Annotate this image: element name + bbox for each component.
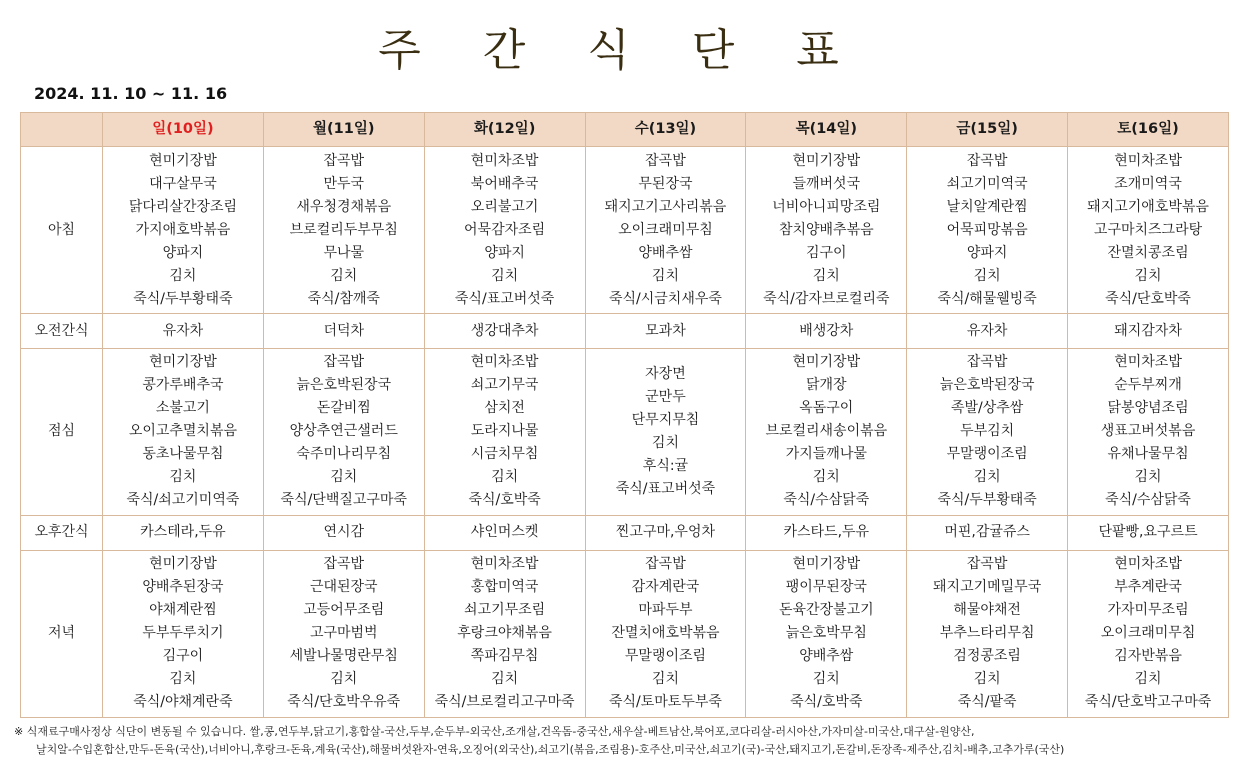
menu-item: 더덕차 <box>323 322 365 339</box>
menu-cell <box>1068 550 1229 718</box>
menu-item: 오이크래미무침 <box>1100 625 1196 642</box>
page-title: 주 간 식 단 표 <box>378 25 863 76</box>
menu-item: 돈갈비찜 <box>316 400 371 417</box>
menu-item: 죽식/두부황태죽 <box>133 290 233 307</box>
menu-item: 만두국 <box>323 175 365 192</box>
menu-item: 김치 <box>491 469 519 486</box>
menu-item: 유채나물무침 <box>1107 446 1189 463</box>
menu-item: 양배추쌈 <box>799 648 854 665</box>
menu-item: 김치 <box>1134 671 1162 688</box>
day-header: 금(15일) <box>907 113 1068 147</box>
menu-item: 소불고기 <box>155 400 210 417</box>
menu-item: 쇠고기미역국 <box>946 175 1028 192</box>
menu-item: 참치양배추볶음 <box>778 221 874 238</box>
menu-item: 현미기장밥 <box>149 556 217 573</box>
menu-item: 삼치전 <box>484 400 525 417</box>
menu-item: 양파지 <box>484 244 525 261</box>
day-header: 목(14일) <box>746 113 907 147</box>
menu-item: 오이크래미무침 <box>618 221 713 238</box>
menu-item: 브로컬리새송이볶음 <box>765 423 888 440</box>
menu-item: 대구살무국 <box>149 175 217 192</box>
menu-item: 샤인머스켓 <box>470 524 539 541</box>
menu-item: 가자미무조림 <box>1107 602 1189 619</box>
menu-item: 죽식/쇠고기미역죽 <box>126 492 240 509</box>
menu-item: 마파두부 <box>638 602 693 619</box>
menu-item: 잔멸치콩조림 <box>1107 244 1189 261</box>
menu-item: 죽식/수삼닭죽 <box>1105 492 1191 509</box>
menu-cell <box>585 147 746 314</box>
menu-item: 가지애호박볶음 <box>135 221 231 238</box>
menu-item: 날치알계란찜 <box>946 198 1028 215</box>
menu-cell <box>746 147 907 314</box>
menu-item: 북어배추국 <box>470 175 539 192</box>
menu-item: 현미기장밥 <box>792 354 861 371</box>
menu-item: 족발/상추쌈 <box>950 400 1024 417</box>
menu-item: 가지들깨나물 <box>785 446 867 463</box>
meal-label: 오후간식 <box>21 516 103 550</box>
meal-label: 오전간식 <box>21 314 103 348</box>
date-range: 2024. 11. 10 ~ 11. 16 <box>34 84 228 103</box>
meal-row <box>21 516 1229 550</box>
corner-cell <box>21 113 103 147</box>
menu-item: 현미차조밥 <box>1114 354 1182 371</box>
menu-item: 쇠고기무조림 <box>464 602 546 619</box>
menu-item: 김치 <box>651 267 679 284</box>
menu-item: 너비아니피망조림 <box>772 198 881 215</box>
menu-cell <box>746 550 907 718</box>
day-header: 화(12일) <box>424 113 585 147</box>
menu-item: 어묵피망볶음 <box>946 221 1028 238</box>
menu-cell <box>424 348 585 515</box>
menu-item: 동초나물무침 <box>142 446 224 463</box>
menu-cell <box>1068 516 1229 550</box>
menu-item: 죽식/단호박우유죽 <box>287 694 401 711</box>
menu-item: 유자차 <box>162 322 204 339</box>
menu-item: 생강대추차 <box>470 322 539 339</box>
menu-item: 돈육간장불고기 <box>778 602 874 619</box>
menu-item: 김치 <box>651 671 679 688</box>
menu-item: 죽식/표고버섯죽 <box>615 480 716 497</box>
menu-item: 잡곡밥 <box>966 556 1008 573</box>
menu-item: 현미기장밥 <box>792 556 861 573</box>
menu-cell <box>103 348 264 515</box>
menu-item: 후랑크야채볶음 <box>457 625 552 642</box>
menu-item: 김자반볶음 <box>1114 648 1182 665</box>
menu-item: 김구이 <box>162 648 204 665</box>
meal-row <box>21 348 1229 515</box>
menu-item: 단무지무침 <box>631 411 700 428</box>
day-header: 수(13일) <box>585 113 746 147</box>
menu-item: 오이고추멸치볶음 <box>128 423 238 440</box>
day-header: 토(16일) <box>1068 113 1229 147</box>
menu-item: 김치 <box>812 671 840 688</box>
menu-item: 도라지나물 <box>470 423 539 440</box>
menu-item: 해물야채전 <box>953 602 1021 619</box>
menu-item: 현미차조밥 <box>1114 556 1182 573</box>
menu-cell <box>746 348 907 515</box>
menu-table <box>20 112 1229 718</box>
menu-item: 죽식/단백질고구마죽 <box>280 492 407 509</box>
menu-item: 김치 <box>330 267 358 284</box>
menu-item: 생표고버섯볶음 <box>1100 423 1196 440</box>
menu-item: 김치 <box>973 469 1001 486</box>
menu-item: 양파지 <box>966 244 1008 261</box>
menu-item: 죽식/시금치새우죽 <box>608 290 722 307</box>
menu-item: 옥돔구이 <box>799 400 854 417</box>
menu-item: 죽식/감자브로컬리죽 <box>763 290 890 307</box>
meal-row <box>21 147 1229 314</box>
menu-item: 김치 <box>169 267 197 284</box>
meal-row <box>21 314 1229 348</box>
menu-item: 죽식/표고버섯죽 <box>454 290 555 307</box>
menu-item: 잡곡밥 <box>966 152 1008 169</box>
menu-item: 김치 <box>973 267 1001 284</box>
menu-item: 배생강차 <box>799 322 854 339</box>
day-header: 일(10일) <box>103 113 264 147</box>
menu-cell <box>103 550 264 718</box>
menu-item: 돼지고기고사리볶음 <box>604 198 727 215</box>
menu-item: 두부두루치기 <box>142 625 224 642</box>
menu-item: 닭다리살간장조림 <box>128 198 238 215</box>
menu-item: 김치 <box>651 434 679 451</box>
menu-item: 무말랭이조림 <box>946 446 1028 463</box>
menu-item: 잡곡밥 <box>966 354 1008 371</box>
menu-item: 검정콩조림 <box>953 648 1021 665</box>
menu-item: 카스테라,두유 <box>140 524 226 541</box>
menu-item: 죽식/팥죽 <box>957 694 1017 711</box>
menu-item: 김치 <box>491 671 519 688</box>
menu-item: 김치 <box>1134 267 1162 284</box>
menu-item: 현미기장밥 <box>149 354 217 371</box>
menu-item: 김치 <box>169 469 197 486</box>
menu-item: 현미차조밥 <box>470 152 539 169</box>
menu-item: 죽식/토마토두부죽 <box>608 694 722 711</box>
menu-item: 김구이 <box>806 244 847 261</box>
meal-label: 아침 <box>21 147 103 314</box>
menu-item: 김치 <box>330 671 358 688</box>
menu-item: 쇠고기무국 <box>470 377 539 394</box>
menu-item: 닭봉양념조림 <box>1107 400 1189 417</box>
menu-item: 고구마치즈그라탕 <box>1093 221 1203 238</box>
menu-cell <box>585 314 746 348</box>
menu-cell <box>263 314 424 348</box>
menu-item: 유자차 <box>966 322 1008 339</box>
menu-item: 감자계란국 <box>631 579 700 596</box>
menu-item: 잡곡밥 <box>645 556 686 573</box>
menu-item: 돼지감자차 <box>1114 322 1182 339</box>
menu-item: 브로컬리두부무침 <box>289 221 398 238</box>
menu-cell <box>263 348 424 515</box>
menu-item: 무말랭이조림 <box>624 648 707 665</box>
menu-item: 잡곡밥 <box>323 354 365 371</box>
day-header: 월(11일) <box>263 113 424 147</box>
menu-item: 현미차조밥 <box>470 354 539 371</box>
menu-item: 죽식/야채계란죽 <box>133 694 233 711</box>
meal-label: 저녁 <box>21 550 103 718</box>
menu-item: 죽식/호박죽 <box>790 694 863 711</box>
menu-cell <box>1068 314 1229 348</box>
menu-cell <box>263 147 424 314</box>
menu-item: 찐고구마,우엉차 <box>615 524 716 541</box>
menu-cell <box>907 550 1068 718</box>
menu-item: 단팥빵,요구르트 <box>1098 524 1198 541</box>
menu-item: 김치 <box>812 469 840 486</box>
menu-item: 현미기장밥 <box>792 152 861 169</box>
menu-item: 양상추연근샐러드 <box>289 423 398 440</box>
menu-item: 팽이무된장국 <box>785 579 867 596</box>
menu-item: 잡곡밥 <box>323 152 365 169</box>
meal-label: 점심 <box>21 348 103 515</box>
menu-item: 새우청경채볶음 <box>296 198 392 215</box>
menu-item: 쪽파김무침 <box>470 648 539 665</box>
footnote-line: ※ 식재료구매사정상 식단이 변동될 수 있습니다. 쌀,콩,연두부,닭고기,홍합살-국산,두부,순두부-외국산,조개살,건옥돔-중국산,새우살-베트남산,북어포,코다리살-러시아산,가자미살-미국산,대구살-원양산, <box>14 725 975 738</box>
menu-cell <box>907 348 1068 515</box>
menu-item: 순두부찌개 <box>1114 377 1182 394</box>
menu-cell <box>263 550 424 718</box>
menu-item: 야채계란찜 <box>149 602 217 619</box>
menu-cell <box>585 550 746 718</box>
menu-item: 잔멸치애호박볶음 <box>611 625 720 642</box>
menu-item: 김치 <box>491 267 519 284</box>
menu-item: 후식:귤 <box>642 457 689 474</box>
menu-item: 죽식/수삼닭죽 <box>783 492 870 509</box>
menu-item: 무된장국 <box>638 175 693 192</box>
menu-item: 김치 <box>812 267 840 284</box>
menu-item: 근대된장국 <box>309 579 378 596</box>
menu-item: 조개미역국 <box>1114 175 1182 192</box>
menu-item: 죽식/해물웰빙죽 <box>937 290 1037 307</box>
menu-cell <box>1068 147 1229 314</box>
menu-item: 죽식/단호박고구마죽 <box>1084 694 1212 711</box>
menu-item: 김치 <box>330 469 358 486</box>
menu-cell <box>424 550 585 718</box>
menu-item: 현미차조밥 <box>1114 152 1182 169</box>
menu-item: 모과차 <box>645 322 686 339</box>
menu-item: 고구마범벅 <box>309 625 378 642</box>
menu-item: 홍합미역국 <box>470 579 539 596</box>
menu-item: 잡곡밥 <box>323 556 365 573</box>
menu-item: 현미차조밥 <box>470 556 539 573</box>
menu-item: 오리불고기 <box>470 198 539 215</box>
footnote-line: 날치알-수입혼합산,만두-돈육(국산),너비아니,후랑크-돈육,계육(국산),해물버섯완자-연육,오징어(외국산),쇠고기(볶음,조림용)-호주산,미국산,쇠고기(국)-국산,돼지고기,돈갈비,돈장족-제주산,김치-배추,고추가루(국산) <box>36 743 1065 756</box>
menu-cell <box>585 348 746 515</box>
menu-item: 들깨버섯국 <box>792 175 861 192</box>
menu-cell <box>263 516 424 550</box>
menu-cell <box>746 314 907 348</box>
menu-cell <box>907 147 1068 314</box>
menu-item: 늙은호박무침 <box>785 625 867 642</box>
menu-item: 죽식/브로컬리고구마죽 <box>434 694 575 711</box>
menu-cell <box>103 314 264 348</box>
menu-item: 카스타드,두유 <box>783 524 870 541</box>
menu-cell <box>585 516 746 550</box>
menu-item: 무나물 <box>323 244 365 261</box>
menu-cell <box>103 147 264 314</box>
menu-item: 자장면 <box>645 365 686 382</box>
menu-item: 콩가루배추국 <box>142 377 224 394</box>
menu-item: 김치 <box>973 671 1001 688</box>
menu-item: 죽식/단호박죽 <box>1105 290 1191 307</box>
menu-item: 죽식/호박죽 <box>468 492 541 509</box>
menu-cell <box>424 314 585 348</box>
menu-item: 늙은호박된장국 <box>296 377 392 394</box>
menu-item: 머핀,감귤쥬스 <box>944 524 1030 541</box>
menu-cell <box>424 516 585 550</box>
menu-item: 부추느타리무침 <box>939 625 1035 642</box>
menu-item: 양배추쌈 <box>638 244 693 261</box>
menu-item: 두부김치 <box>960 423 1015 440</box>
menu-cell <box>907 314 1068 348</box>
menu-item: 늙은호박된장국 <box>939 377 1035 394</box>
menu-item: 현미기장밥 <box>149 152 217 169</box>
meal-row <box>21 550 1229 718</box>
menu-cell <box>424 147 585 314</box>
menu-item: 죽식/두부황태죽 <box>937 492 1037 509</box>
menu-item: 김치 <box>169 671 197 688</box>
menu-item: 어묵감자조림 <box>464 221 546 238</box>
menu-item: 세발나물명란무침 <box>289 648 398 665</box>
menu-item: 시금치무침 <box>470 446 539 463</box>
menu-cell <box>907 516 1068 550</box>
header-row <box>21 113 1229 147</box>
menu-cell <box>1068 348 1229 515</box>
menu-item: 양파지 <box>162 244 204 261</box>
menu-item: 죽식/참깨죽 <box>307 290 380 307</box>
menu-item: 고등어무조림 <box>303 602 385 619</box>
menu-item: 돼지고기애호박볶음 <box>1087 198 1209 215</box>
menu-item: 숙주미나리무침 <box>296 446 392 463</box>
menu-item: 연시감 <box>323 524 365 541</box>
menu-cell <box>746 516 907 550</box>
menu-item: 김치 <box>1134 469 1162 486</box>
menu-item: 부추계란국 <box>1114 579 1182 596</box>
footnote <box>14 723 1229 759</box>
menu-item: 양배추된장국 <box>142 579 224 596</box>
menu-item: 닭개장 <box>806 377 847 394</box>
menu-item: 돼지고기메밀무국 <box>933 579 1042 596</box>
menu-item: 잡곡밥 <box>645 152 686 169</box>
menu-item: 군만두 <box>645 388 686 405</box>
menu-cell <box>103 516 264 550</box>
